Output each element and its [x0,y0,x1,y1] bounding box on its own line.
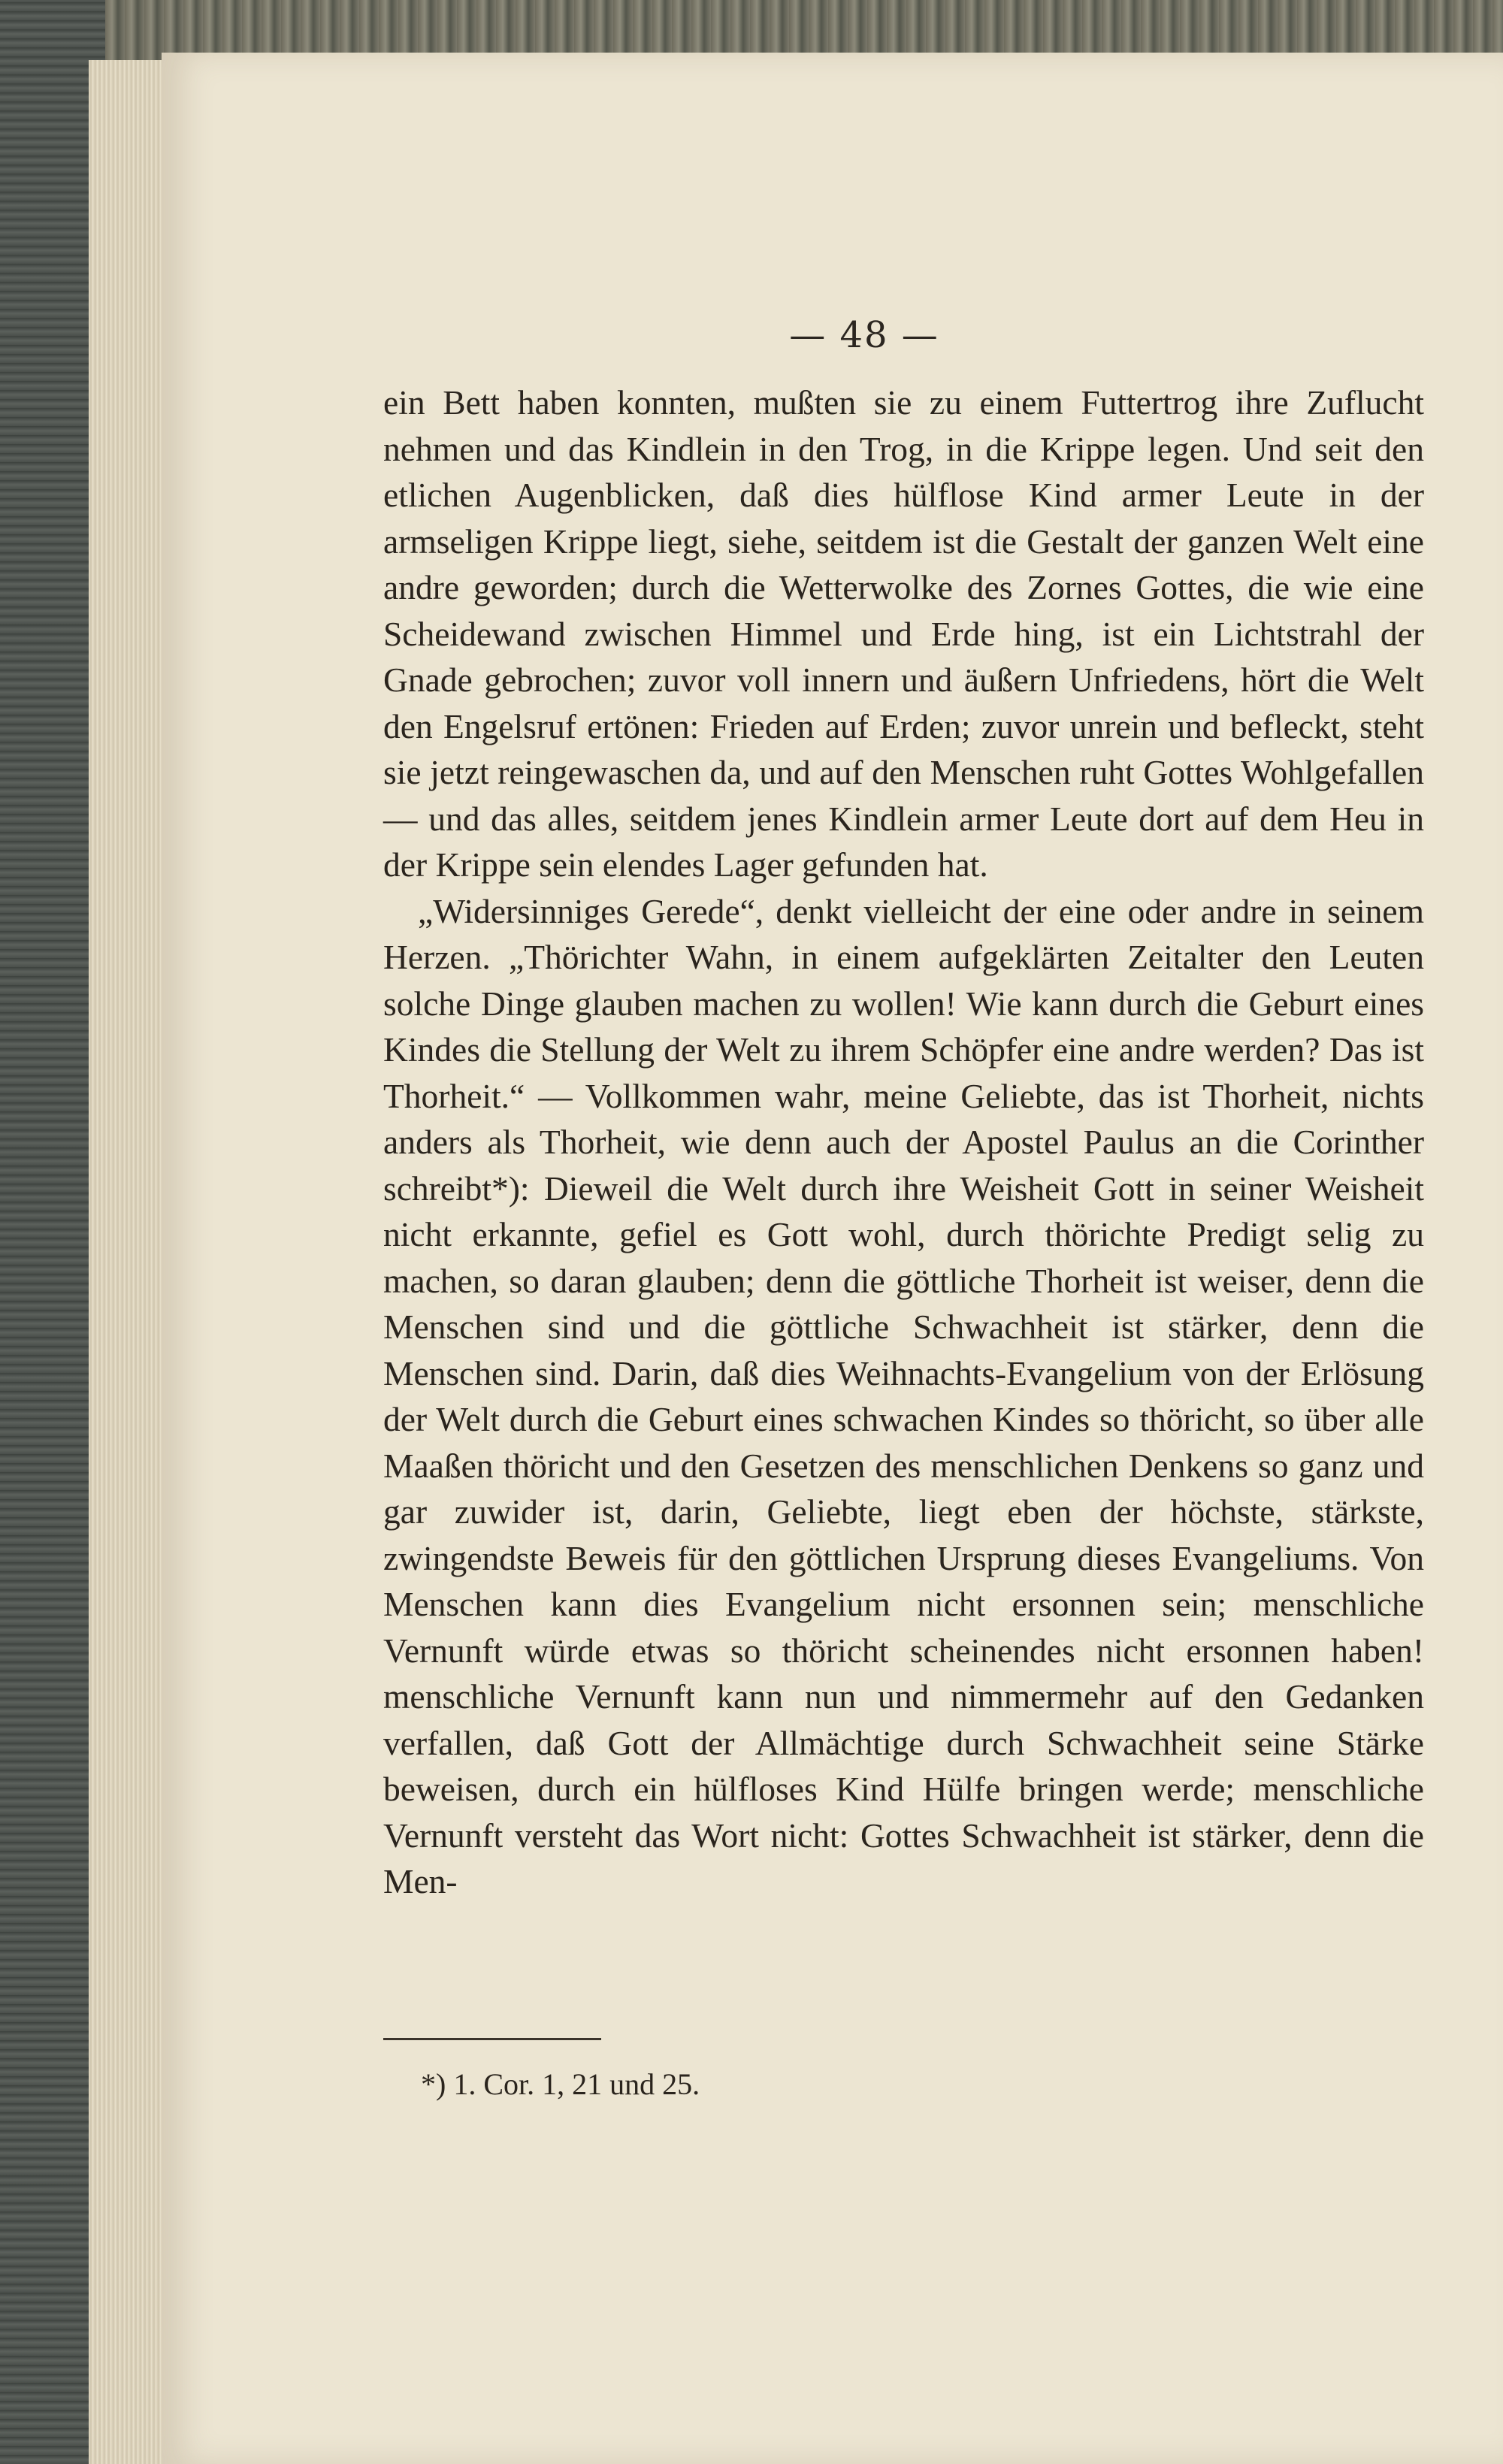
paragraph-1: ein Bett haben konnten, mußten sie zu einem Futtertrog ihre Zuflucht nehmen und das Kindlein in den Trog, in die Krippe legen. Und seit den etlichen Augenblicken, daß dies hülflose Kind armer Leute in der armseligen Krippe liegt, siehe, seitdem ist die Gestalt der ganzen Welt eine andre geworden; durch die Wetterwolke des Zornes Gottes, die wie eine Scheidewand zwischen Himmel und Erde hing, ist ein Lichtstrahl der Gnade gebrochen; zuvor voll innern und äußern Unfriedens, hört die Welt den Engelsruf ertönen: Frieden auf Erden; zuvor unrein und befleckt, steht sie jetzt reingewaschen da, und auf den Menschen ruht Gottes Wohlgefallen — und das alles, seitdem jenes Kindlein armer Leute dort auf dem Heu in der Krippe sein elendes Lager gefunden hat. [383,383,1424,884]
page-stack-edge [89,60,171,2464]
body-text [383,379,1424,1905]
footnote: *) 1. Cor. 1, 21 und 25. [421,2067,700,2101]
paragraph-2: „Widersinniges Gerede“, denkt vielleicht der eine oder andre in seinem Herzen. „Thörichter Wahn, in einem aufgeklärten Zeitalter den Leuten solche Dinge glauben machen zu wollen! Wie kann durch die Geburt eines Kindes die Stellung der Welt zu ihrem Schöpfer eine andre werden? Das ist Thorheit.“ — Vollkommen wahr, meine Geliebte, das ist Thorheit, nichts anders als Thorheit, wie denn auch der Apostel Paulus an die Corinther schreibt*): Dieweil die Welt durch ihre Weisheit Gott in seiner Weisheit nicht erkannte, gefiel es Gott wohl, durch thörichte Predigt selig zu machen, so daran glauben; denn die göttliche Thorheit ist weiser, denn die Menschen sind und die göttliche Schwachheit ist stärker, denn die Menschen sind. Darin, daß dies Weihnachts-Evangelium von der Erlösung der Welt durch die Geburt eines schwachen Kindes so thöricht, so über alle Maaßen thöricht und den Gesetzen des menschlichen Denkens so ganz und gar zuwider ist, darin, Geliebte, liegt eben der höchste, stärkste, zwingendste Beweis für den göttlichen Ursprung dieses Evangeliums. Von Menschen kann dies Evangelium nicht ersonnen sein; menschliche Vernunft würde etwas so thöricht scheinendes nicht ersonnen haben! menschliche Vernunft kann nun und nimmermehr auf den Gedanken verfallen, daß Gott der Allmächtige durch Schwachheit seine Stärke beweisen, durch ein hülfloses Kind Hülfe bringen werde; menschliche Vernunft versteht das Wort nicht: Gottes Schwachheit ist stärker, denn die Men- [383,891,1424,1900]
page-number: — 48 — [789,314,939,356]
footnote-rule [383,2038,601,2040]
